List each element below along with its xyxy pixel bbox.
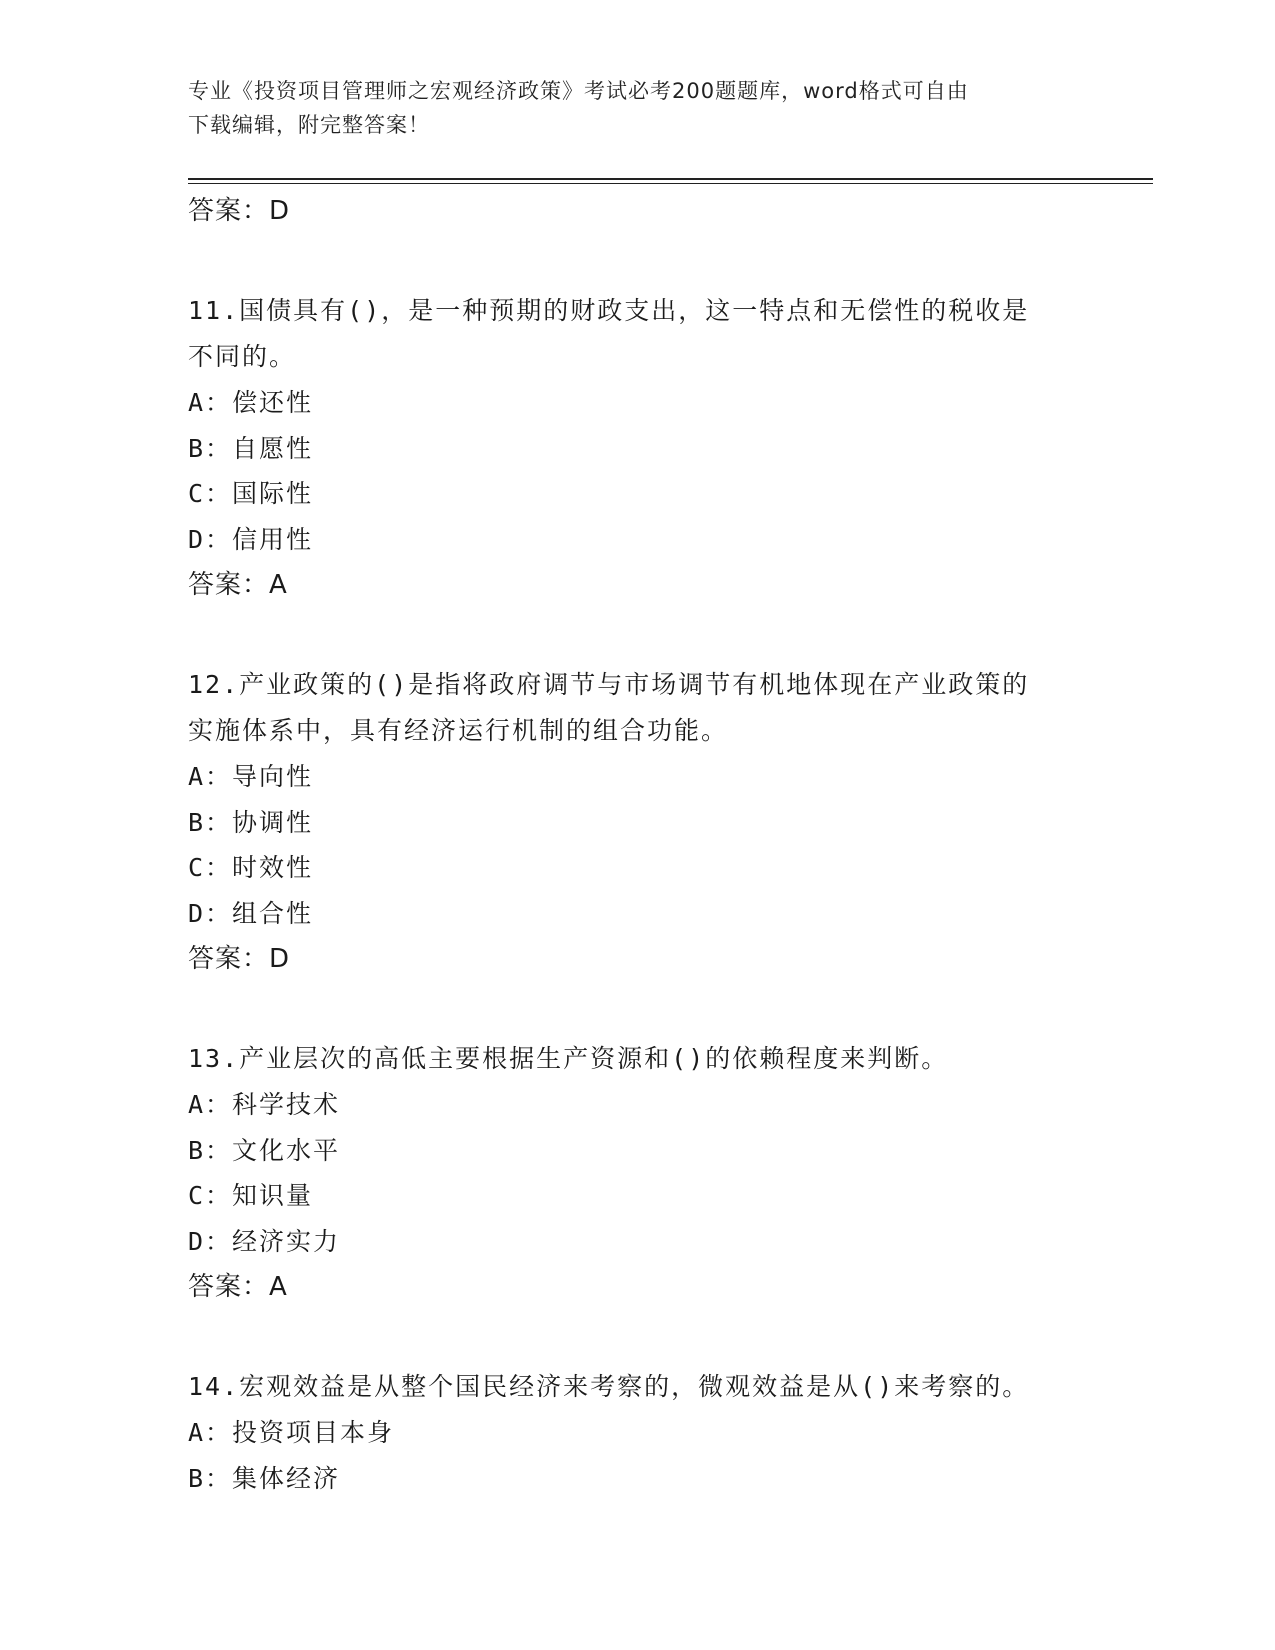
option-b: B：协调性: [188, 807, 314, 837]
option-c: C：国际性: [188, 479, 314, 508]
question-text: 11.国债具有()，是一种预期的财政支出，这一特点和无偿性的税收是 不同的。: [188, 296, 1030, 371]
option-c: C：知识量: [188, 1181, 314, 1210]
answer-line: 答案：A: [188, 1272, 288, 1302]
option-a: A：投资项目本身: [188, 1418, 395, 1447]
option-a: A：导向性: [188, 762, 314, 791]
option-b: B：集体经济: [188, 1463, 341, 1493]
option-d: D：信用性: [188, 524, 314, 554]
option-a: A：偿还性: [188, 388, 314, 417]
option-b: B：自愿性: [188, 433, 314, 463]
option-c: C：时效性: [188, 853, 314, 882]
option-d: D：组合性: [188, 898, 314, 928]
document-body: [188, 188, 1108, 1501]
question-text: 14.宏观效益是从整个国民经济来考察的，微观效益是从()来考察的。: [188, 1372, 1030, 1401]
question-block: [188, 288, 1108, 608]
question-text: 13.产业层次的高低主要根据生产资源和()的依赖程度来判断。: [188, 1044, 949, 1073]
option-d: D：经济实力: [188, 1226, 341, 1256]
header-rule-thin: [188, 183, 1153, 184]
document-header: [188, 74, 1068, 142]
question-text: 12.产业政策的()是指将政府调节与市场调节有机地体现在产业政策的 实施体系中，具有经济运行机制的组合功能。: [188, 670, 1030, 745]
question-block: [188, 1036, 1108, 1310]
answer-line: 答案：D: [188, 196, 291, 226]
answer-line: 答案：A: [188, 570, 288, 600]
option-b: B：文化水平: [188, 1135, 341, 1165]
option-a: A：科学技术: [188, 1090, 341, 1119]
question-block: [188, 1364, 1108, 1501]
header-rule-thick: [188, 178, 1153, 180]
answer-line: 答案：D: [188, 944, 291, 974]
header-line-2: 下载编辑，附完整答案！: [188, 113, 430, 137]
header-line-1: 专业《投资项目管理师之宏观经济政策》考试必考200题题库，word格式可自由: [188, 79, 969, 103]
question-block: [188, 662, 1108, 982]
